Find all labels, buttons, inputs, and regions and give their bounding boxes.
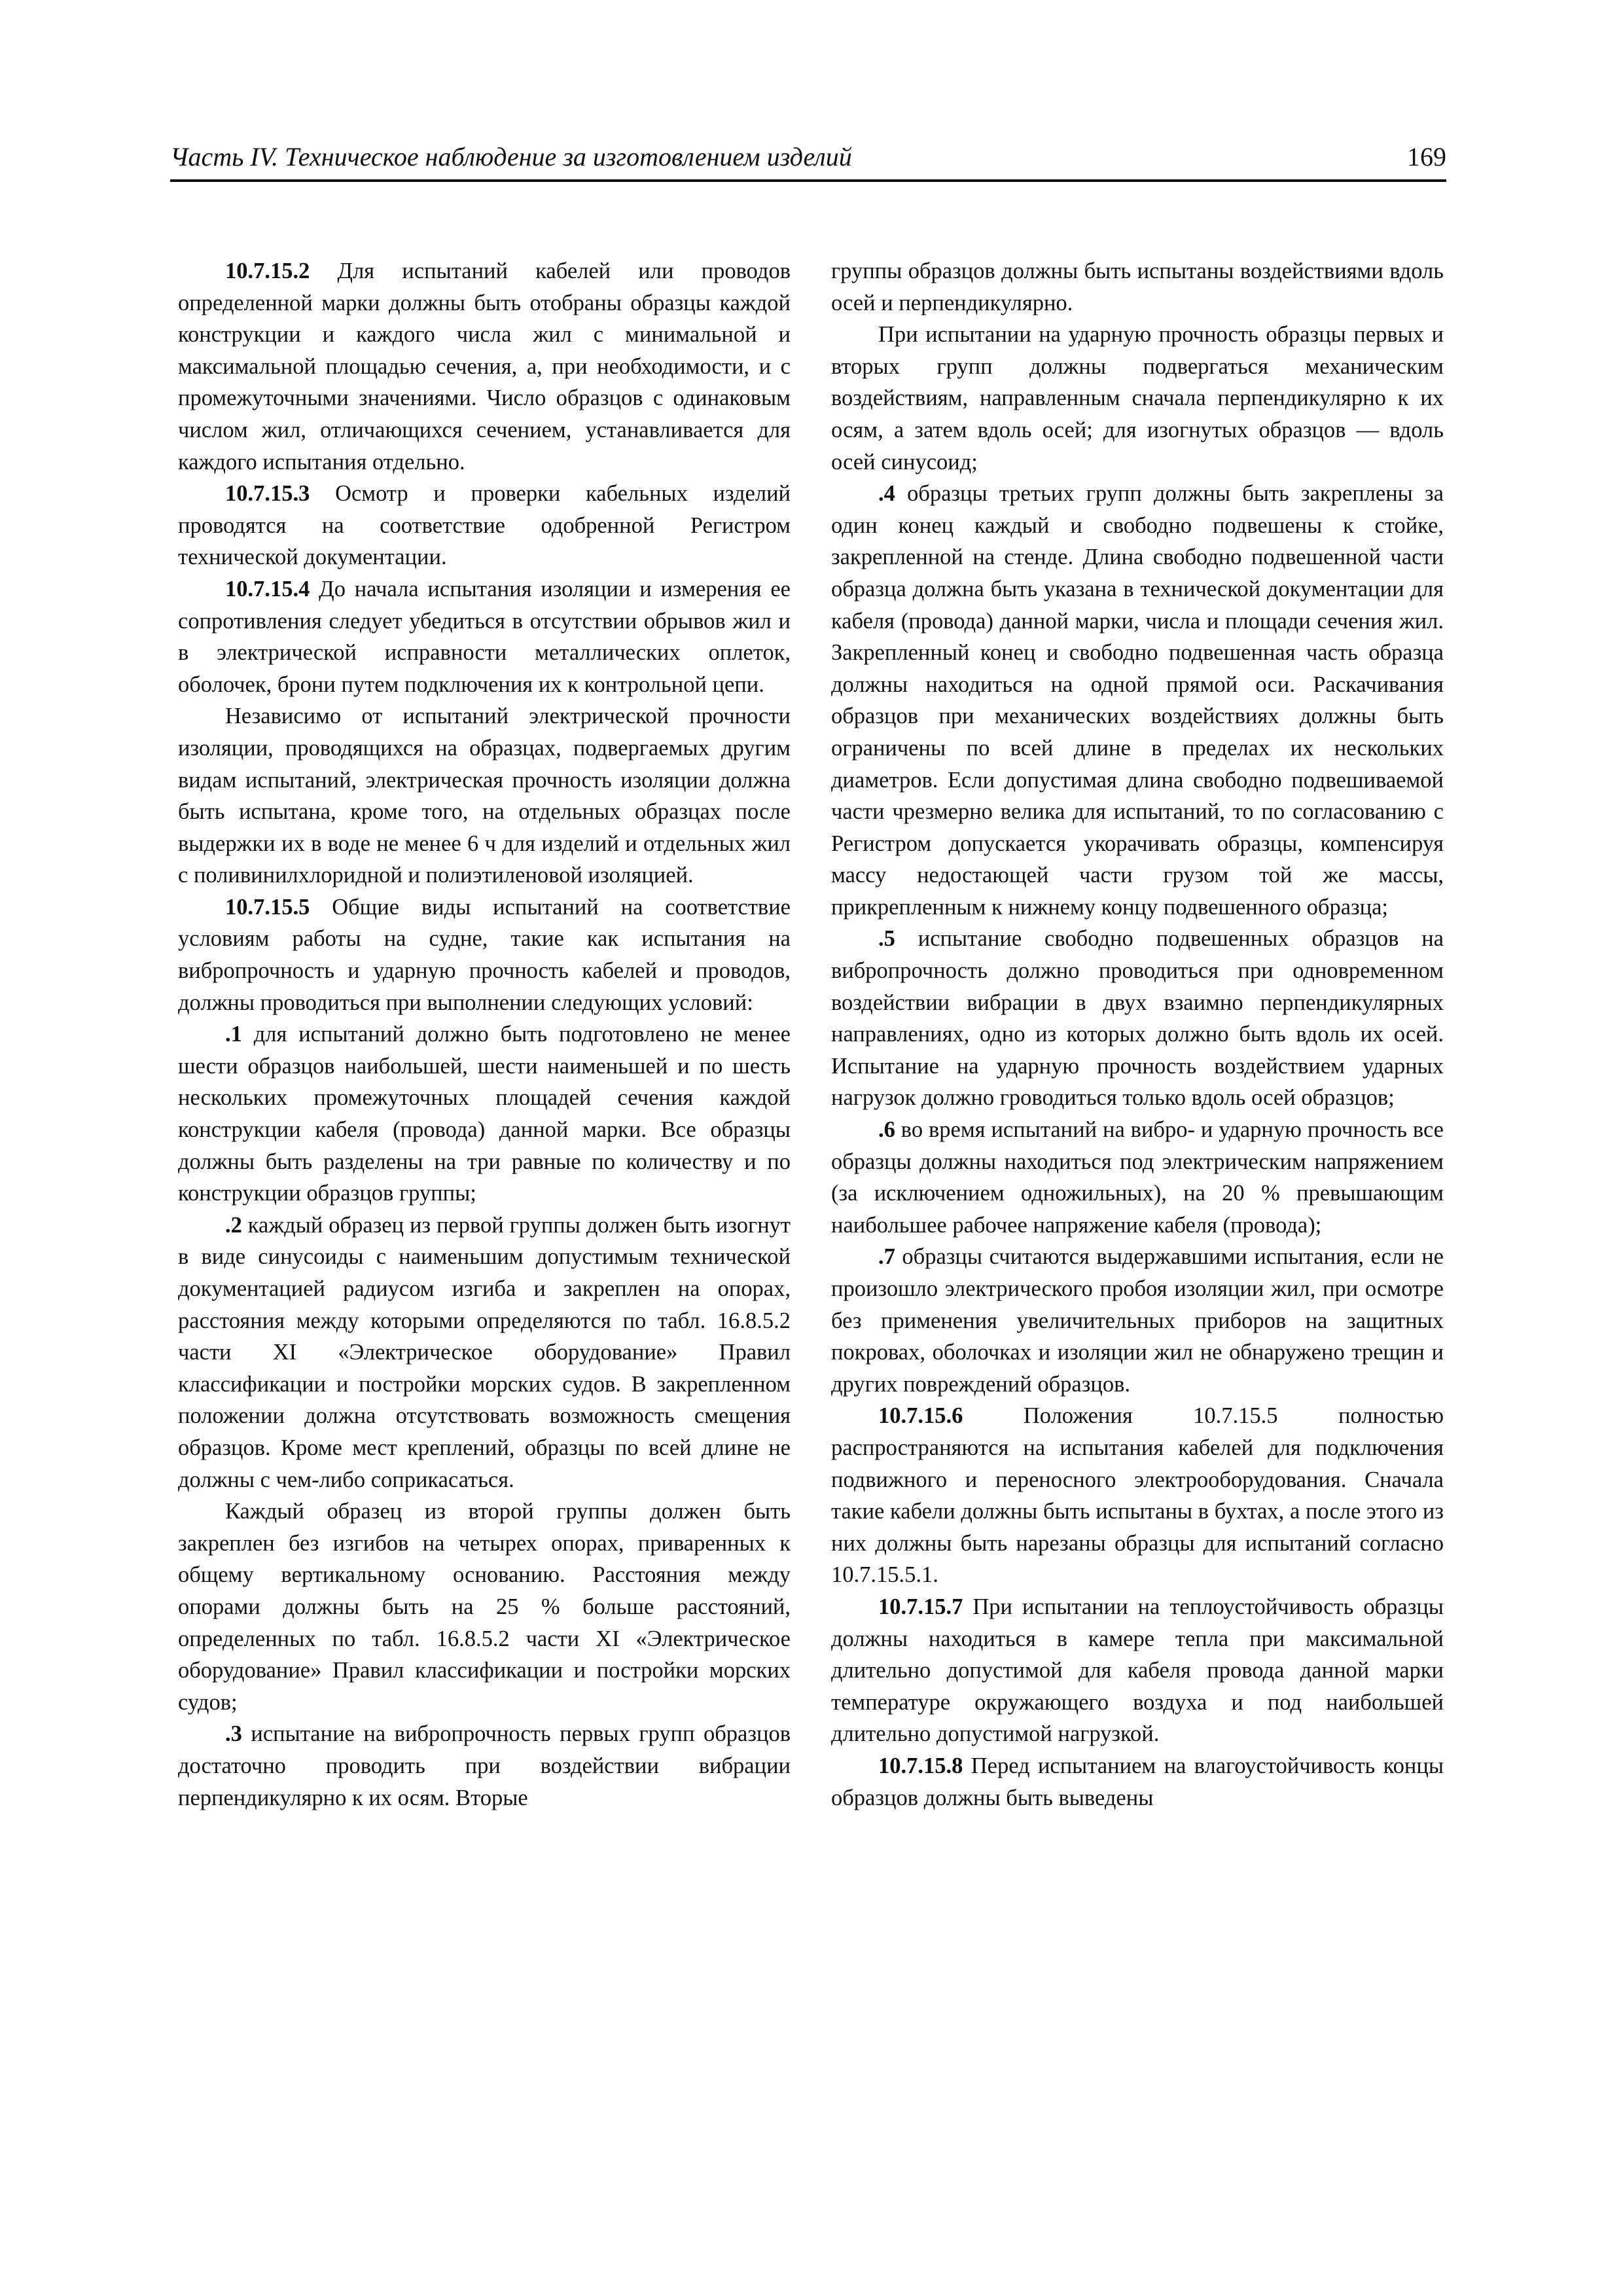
paragraph: 10.7.15.8 Перед испытанием на влагоустойчивость концы образцов должны быть выведены — [831, 1753, 1444, 1810]
left-column — [178, 255, 791, 1814]
page-number: 169 — [1407, 142, 1446, 171]
paragraph: .5 испытание свободно подвешенных образцов на вибропрочность должно проводиться при одновременном воздействии вибрации в двух взаимно перпендикулярных направлениях, одно из которых должно быть вдоль их осей. Испытание на ударную прочность воздействием ударных нагрузок должно гроводиться только вдоль осей образцов; — [831, 926, 1444, 1111]
paragraph: 10.7.15.7 При испытании на теплоустойчивость образцы должны находиться в камере тепла при максимальной длительно допустимой для кабеля провода данной марки температуре окружающего воздуха и под наибольшей длительно допустимой нагрузкой. — [831, 1594, 1444, 1747]
paragraph: .7 образцы считаются выдержавшими испытания, если не произошло электрического пробоя изоляции жил, при осмотре без применения увеличительных приборов на защитных покровах, оболочках и изоляции жил не обнаружено трещин и других повреждений образцов. — [831, 1244, 1444, 1397]
paragraph: При испытании на ударную прочность образцы первых и вторых групп должны подвергаться механическим воздействиям, направленным сначала перпендикулярно к их осям, а затем вдоль осей; для изогнутых образцов — вдоль осей синусоид; — [831, 322, 1444, 475]
running-header — [170, 141, 1446, 182]
paragraph-continuation: группы образцов должны быть испытаны воздействиями вдоль осей и перпендикулярно. — [831, 259, 1444, 315]
paragraph: Каждый образец из второй группы должен быть закреплен без изгибов на четырех опорах, приваренных к общему вертикальному основанию. Расстояния между опорами должны быть на 25 % больше расстояний, определенных по табл. 16.8.5.2 части XI «Электрическое оборудование» Правил классификации и постройки морских судов; — [178, 1499, 791, 1715]
paragraph: .3 испытание на вибропрочность первых групп образцов достаточно проводить при воздействии вибрации перпендикулярно к их осям. Вторые — [178, 1721, 791, 1810]
paragraph: .2 каждый образец из первой группы должен быть изогнут в виде синусоиды с наименьшим допустимым технической документацией радиусом изгиба и закреплен на опорах, расстояния между которыми определяются по табл. 16.8.5.2 части XI «Электрическое оборудование» Правил классификации и постройки морских судов. В закрепленном положении должна отсутствовать возможность смещения образцов. Кроме мест креплений, образцы по всей длине не должны с чем-либо соприкасаться. — [178, 1212, 791, 1492]
paragraph: 10.7.15.3 Осмотр и проверки кабельных изделий проводятся на соответствие одобренной Регистром технической документации. — [178, 481, 791, 570]
paragraph: .6 во время испытаний на вибро- и ударную прочность все образцы должны находиться под электрическим напряжением (за исключением одножильных), на 20 % превышающим наибольшее рабочее напряжение кабеля (провода); — [831, 1117, 1444, 1238]
paragraph: .1 для испытаний должно быть подготовлено не менее шести образцов наибольшей, шести наименьшей и по шесть нескольких промежуточных площадей сечения каждой конструкции кабеля (провода) данной марки. Все образцы должны быть разделены на три равные по количеству и по конструкции образцов группы; — [178, 1022, 791, 1206]
paragraph: 10.7.15.4 До начала испытания изоляции и измерения ее сопротивления следует убедиться в отсутствии обрывов жил и в электрической исправности металлических оплеток, оболочек, брони путем подключения их к контрольной цепи. — [178, 576, 791, 697]
paragraph: .4 образцы третьих групп должны быть закреплены за один конец каждый и свободно подвешены к стойке, закрепленной на стенде. Длина свободно подвешенной части образца должна быть указана в технической документации для кабеля (провода) данной марки, числа и площади сечения жил. Закрепленный конец и свободно подвешенная часть образца должны находиться на одной прямой оси. Раскачивания образцов при механических воздействиях должны быть ограничены по всей длине в пределах их нескольких диаметров. Если допустимая длина свободно подвешиваемой части чрезмерно велика для испытаний, то по согласованию с Регистром допускается укорачивать образцы, компенсируя массу недостающей части грузом той же массы, прикрепленным к нижнему концу подвешенного образца; — [831, 481, 1444, 920]
paragraph: 10.7.15.5 Общие виды испытаний на соответствие условиям работы на судне, такие как испытания на вибропрочность и ударную прочность кабелей и проводов, должны проводиться при выполнении следующих условий: — [178, 894, 791, 1015]
paragraph: 10.7.15.6 Положения 10.7.15.5 полностью распространяются на испытания кабелей для подключения подвижного и переносного электрооборудования. Сначала такие кабели должны быть испытаны в бухтах, а после этого из них должны быть нарезаны образцы для испытаний согласно 10.7.15.5.1. — [831, 1403, 1444, 1588]
right-column — [831, 255, 1444, 1814]
paragraph: Независимо от испытаний электрической прочности изоляции, проводящихся на образцах, подвергаемых другим видам испытаний, электрическая прочность изоляции должна быть испытана, кроме того, на отдельных образцах после выдержки их в воде не менее 6 ч для изделий и отдельных жил с поливинилхлоридной и полиэтиленовой изоляцией. — [178, 704, 791, 888]
header-title: Часть IV. Техническое наблюдение за изготовлением изделий — [170, 142, 852, 171]
paragraph: 10.7.15.2 Для испытаний кабелей или проводов определенной марки должны быть отобраны образцы каждой конструкции и каждого числа жил с минимальной и максимальной площадью сечения, а, при необходимости, и с промежуточными значениями. Число образцов с одинаковым числом жил, отличающихся сечением, устанавливается для каждого испытания отдельно. — [178, 259, 791, 475]
